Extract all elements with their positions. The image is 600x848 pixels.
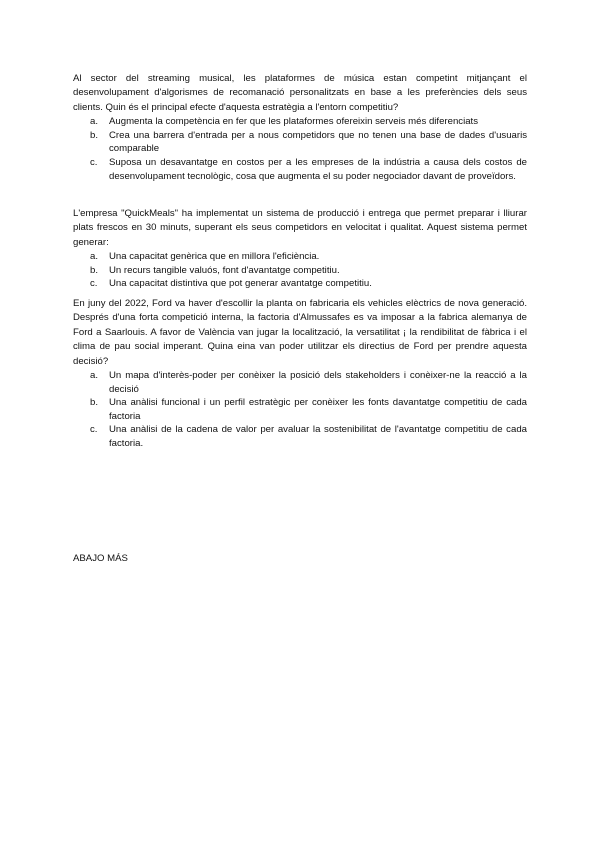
option-a — [73, 115, 527, 129]
option-c — [73, 423, 527, 450]
option-text: Una capacitat distintiva que pot generar avantatge competitiu. — [109, 278, 372, 290]
option-c — [73, 277, 527, 291]
question-text: Al sector del streaming musical, les plataformes de música estan competint mitjançant el desenvolupament d'algorismes de recomanació personalitzats en base a les preferències dels seus clients. Quin és el principal efecte d'aquesta estratègia a l'entorn competitiu? — [73, 73, 527, 113]
question-text: En juny del 2022, Ford va haver d'escollir la planta on fabricaria els vehicles elèctrics de nova generació. Després d'una forta competició interna, la factoria d'Almussafes es va imposar a la fabrica alemanya de Ford a Saarlouis. A favor de València van jugar la localització, la versatilitat ¡ la rendibilitat de fàbrica i el clima de pau social imperant. Quina eina van poder utilitzar els directius de Ford per prendre aquesta decisió? — [73, 298, 527, 367]
option-letter: a. — [90, 116, 99, 128]
option-letter: c. — [90, 424, 98, 436]
question-text: L'empresa "QuickMeals" ha implementat un sistema de producció i entrega que permet preparar i lliurar plats frescos en 30 minuts, superant els seus competidors en velocitat i qualitat. Aquest sistema permet generar: — [73, 208, 527, 248]
question-3 — [73, 297, 527, 451]
option-list — [73, 369, 527, 451]
option-text: Crea una barrera d'entrada per a nous competidors que no tenen una base de dades d'usuaris comparable — [109, 129, 527, 155]
option-a — [73, 250, 527, 264]
option-text: Un mapa d'interès-poder per conèixer la posició dels stakeholders i conèixer-ne la reacció a la decisió — [109, 370, 527, 395]
option-list — [73, 115, 527, 183]
option-letter: c. — [90, 278, 98, 290]
option-letter: a. — [90, 370, 99, 382]
footer-note: ABAJO MÁS — [73, 553, 128, 564]
option-b — [73, 129, 527, 156]
option-letter: b. — [90, 129, 99, 141]
option-text: Augmenta la competència en fer que les plataformes ofereixin serveis més diferenciats — [109, 116, 479, 128]
option-text: Una anàlisi de la cadena de valor per avaluar la sostenibilitat de l'avantatge competitiu de cada factoria. — [109, 424, 527, 449]
option-b — [73, 396, 527, 423]
option-text: Una capacitat genèrica que en millora l'eficiència. — [109, 251, 320, 263]
option-list — [73, 250, 527, 291]
option-b — [73, 264, 527, 278]
option-letter: b. — [90, 264, 99, 276]
option-letter: c. — [90, 157, 98, 168]
option-a — [73, 369, 527, 396]
option-letter: b. — [90, 397, 99, 409]
question-2 — [73, 207, 527, 291]
option-letter: a. — [90, 251, 99, 263]
option-text: Un recurs tangible valuós, font d'avantatge competitiu. — [109, 264, 340, 276]
option-text: Suposa un desavantatge en costos per a les empreses de la indústria a causa dels costos de desenvolupament tecnològic, cosa que augmenta el su poder negociador davant de proveïdors. — [109, 157, 527, 182]
option-c — [73, 156, 527, 183]
option-text: Una anàlisi funcional i un perfil estratègic per conèixer les fonts davantatge competitiu de cada factoria — [109, 397, 527, 422]
question-1 — [73, 72, 527, 183]
